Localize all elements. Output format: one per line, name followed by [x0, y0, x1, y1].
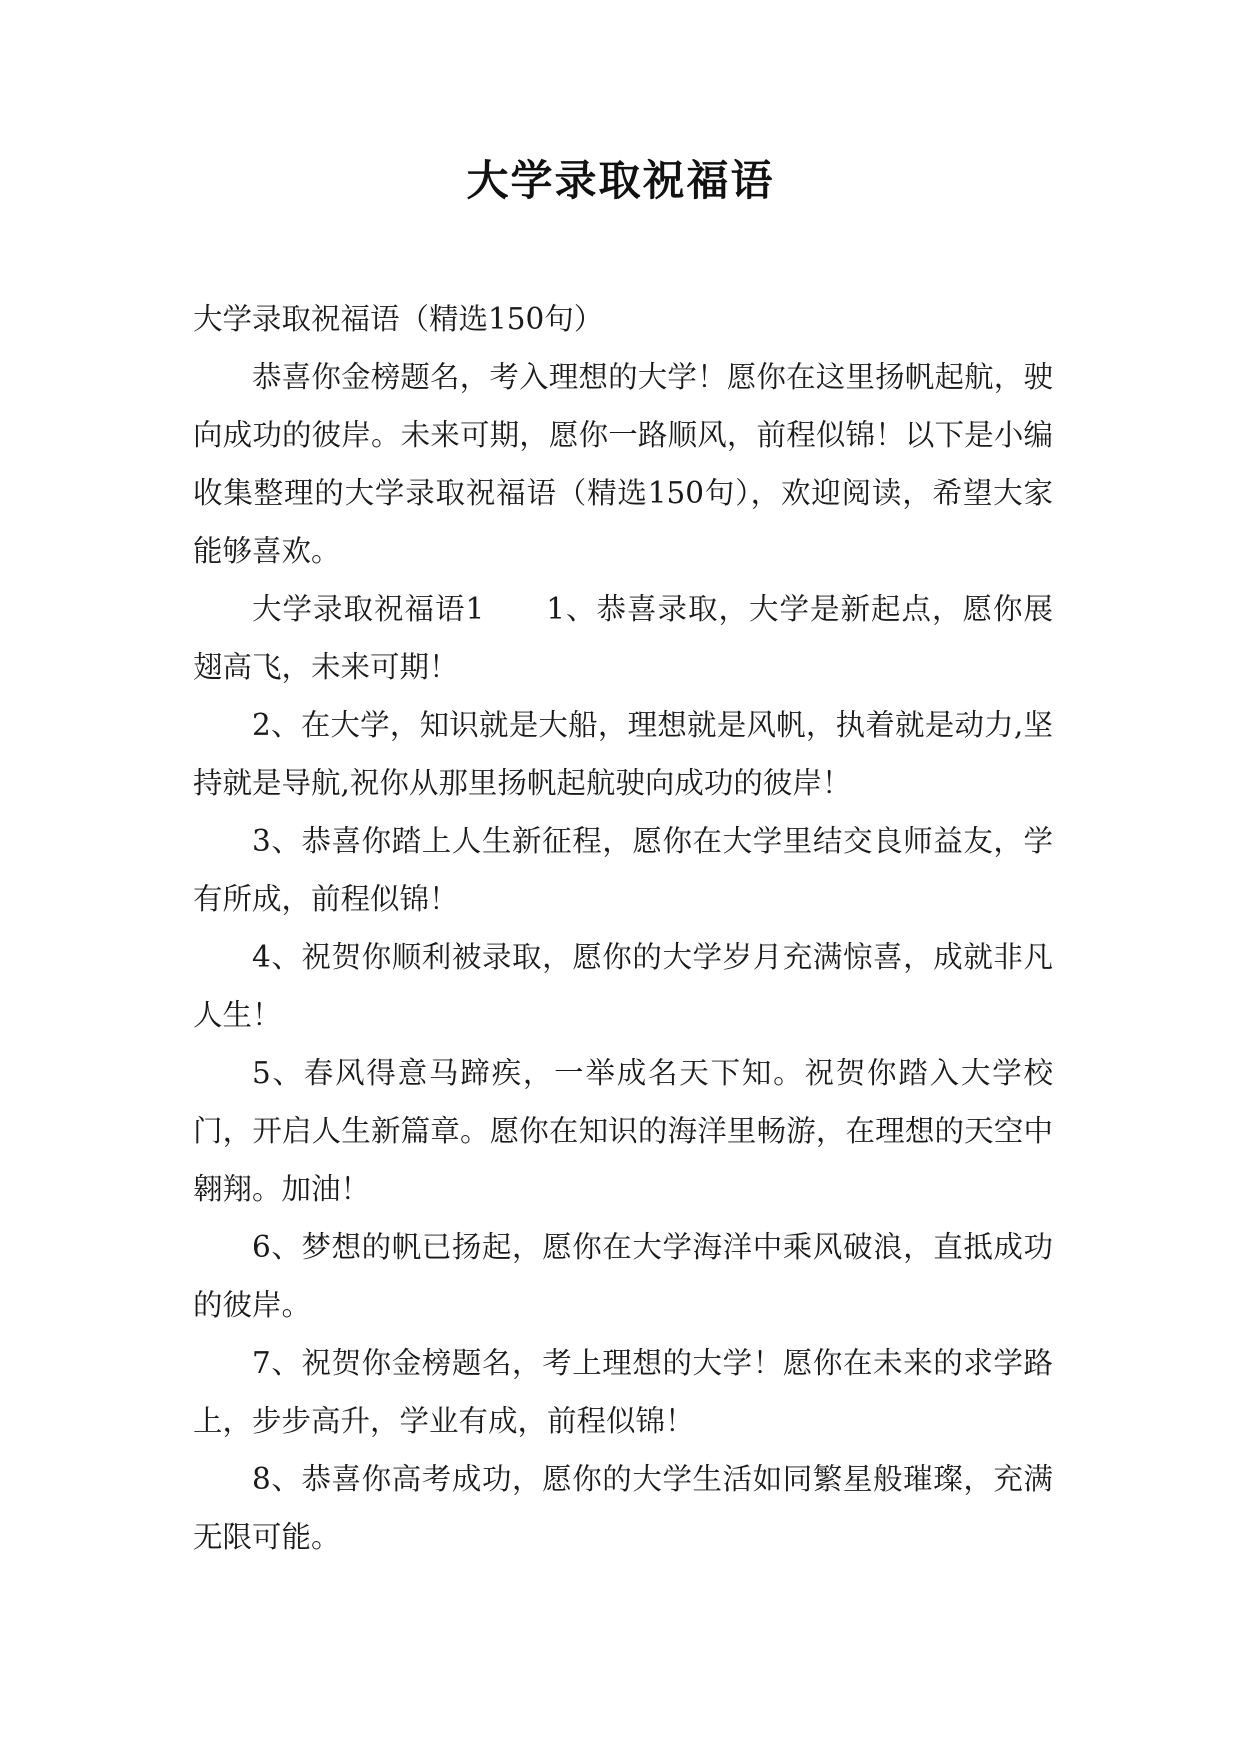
wish-item-1: 大学录取祝福语1 1、恭喜录取，大学是新起点，愿你展翅高飞，未来可期！ — [193, 592, 1053, 684]
wish-item-5: 5、春风得意马蹄疾，一举成名天下知。祝贺你踏入大学校门，开启人生新篇章。愿你在知识的海洋里畅游，在理想的天空中翱翔。加油！ — [193, 1056, 1053, 1206]
wish-item-8: 8、恭喜你高考成功，愿你的大学生活如同繁星般璀璨，充满无限可能。 — [193, 1462, 1053, 1554]
wish-item-6: 6、梦想的帆已扬起，愿你在大学海洋中乘风破浪，直抵成功的彼岸。 — [193, 1230, 1053, 1322]
wish-item-3: 3、恭喜你踏上人生新征程，愿你在大学里结交良师益友，学有所成，前程似锦！ — [193, 824, 1053, 916]
wish-item-2: 2、在大学，知识就是大船，理想就是风帆，执着就是动力,坚持就是导航,祝你从那里扬帆起航驶向成功的彼岸！ — [193, 708, 1053, 800]
subtitle-paragraph: 大学录取祝福语（精选150句） — [193, 302, 604, 336]
wish-item-7: 7、祝贺你金榜题名，考上理想的大学！愿你在未来的求学路上，步步高升，学业有成，前程似锦！ — [193, 1346, 1053, 1438]
document-body — [193, 290, 1053, 1566]
document-title: 大学录取祝福语 — [466, 156, 775, 205]
intro-paragraph: 恭喜你金榜题名，考入理想的大学！愿你在这里扬帆起航，驶向成功的彼岸。未来可期，愿你一路顺风，前程似锦！以下是小编收集整理的大学录取祝福语（精选150句），欢迎阅读，希望大家能够喜欢。 — [193, 360, 1053, 568]
wish-item-4: 4、祝贺你顺利被录取，愿你的大学岁月充满惊喜，成就非凡人生！ — [193, 940, 1053, 1032]
